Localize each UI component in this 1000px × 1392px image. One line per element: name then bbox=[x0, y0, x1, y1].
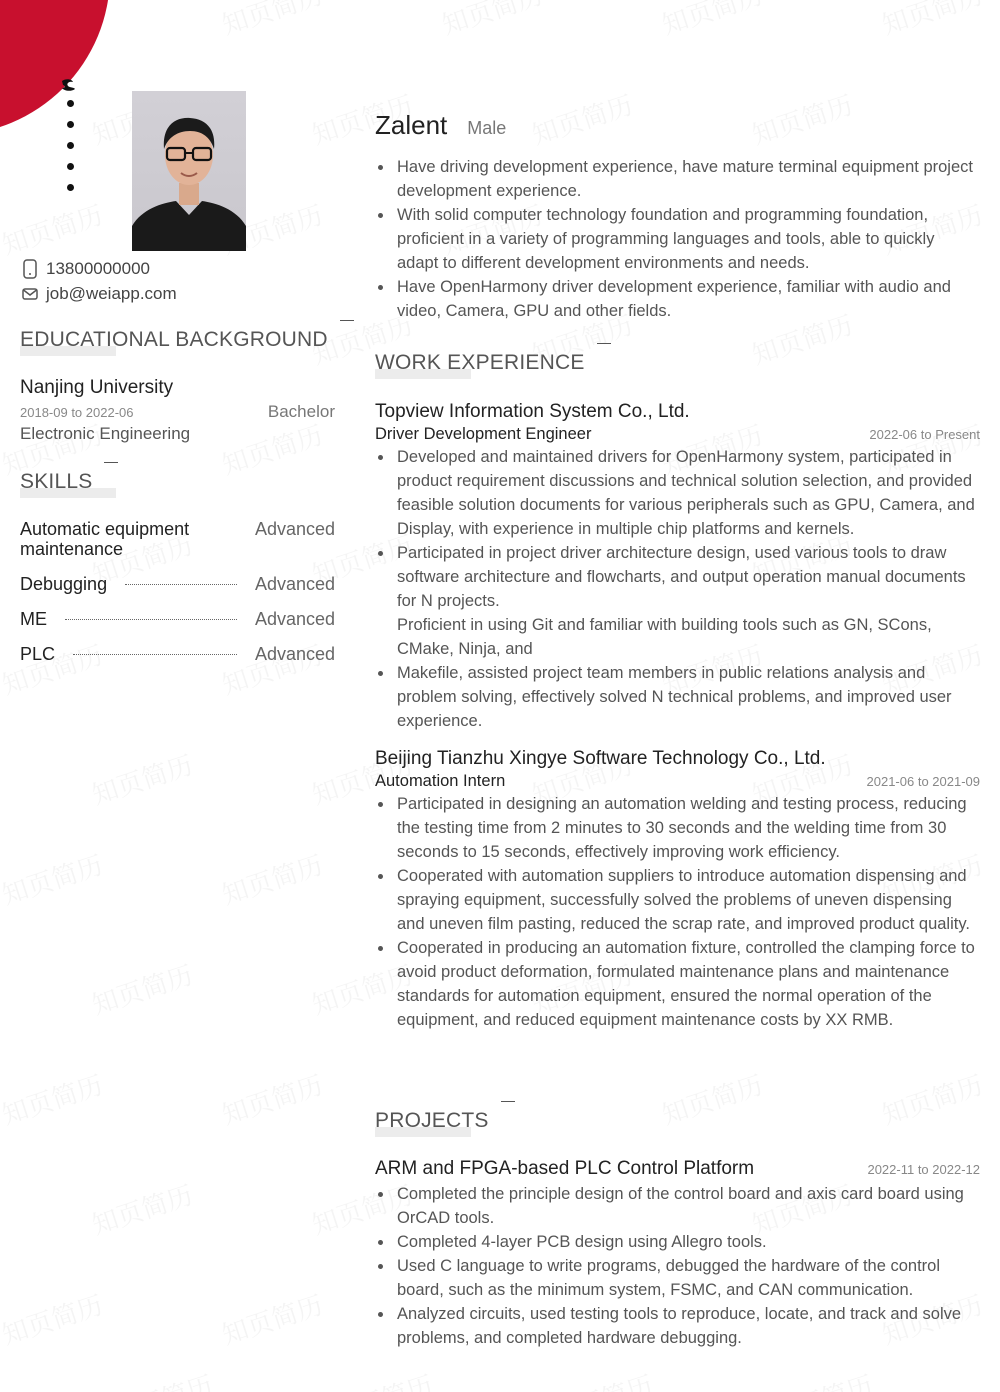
degree: Bachelor bbox=[267, 402, 335, 421]
skill-level: Advanced bbox=[254, 574, 335, 594]
project-bullet: Completed 4-layer PCB design using Allegro tools. bbox=[375, 1230, 980, 1254]
watermark bbox=[217, 0, 327, 42]
education-title: EDUCATIONAL BACKGROUND bbox=[20, 328, 328, 351]
watermark bbox=[877, 0, 987, 42]
job-bullet: Participated in project driver architecture design, used various tools to draw software architecture and flowcharts, and output operation manual documents for N projects. bbox=[375, 541, 980, 613]
job-bullet: Cooperated in producing an automation fixture, controlled the clamping force to avoid product deformation, formulated maintenance plans and maintenance standards for automation equipment, ensured the normal operation of the equipment, and reduced equipment maintenance costs by XX RMB. bbox=[375, 936, 980, 1032]
phone-contact bbox=[22, 259, 150, 279]
company-name: Beijing Tianzhu Xingye Software Technology Co., Ltd. bbox=[375, 748, 826, 769]
project-bullet: Used C language to write programs, debugged the hardware of the control board, such as the minimum system, FSMC, and CAN communication. bbox=[375, 1254, 980, 1302]
watermark bbox=[107, 1365, 217, 1392]
skill-item bbox=[20, 644, 335, 665]
skill-level: Advanced bbox=[254, 519, 335, 539]
phone-number: 13800000000 bbox=[46, 259, 151, 278]
company-name: Topview Information System Co., Ltd. bbox=[375, 401, 690, 422]
project-entry bbox=[375, 1158, 980, 1350]
project-name: ARM and FPGA-based PLC Control Platform bbox=[375, 1158, 755, 1179]
skills-section-header bbox=[20, 470, 92, 494]
phone-icon bbox=[22, 259, 38, 279]
project-bullet: Completed the principle design of the control board and axis card board using OrCAD tools. bbox=[375, 1182, 980, 1230]
projects-title: PROJECTS bbox=[375, 1109, 489, 1132]
watermark bbox=[87, 745, 197, 812]
watermark bbox=[767, 1365, 877, 1392]
email-icon bbox=[22, 286, 38, 302]
watermark bbox=[217, 1285, 327, 1352]
watermark bbox=[437, 0, 547, 42]
decorative-dots bbox=[67, 100, 74, 205]
watermark bbox=[0, 1065, 107, 1132]
watermark bbox=[87, 955, 197, 1022]
summary bbox=[375, 155, 980, 323]
email-contact bbox=[22, 284, 177, 304]
job-dates: 2021-06 to 2021-09 bbox=[866, 774, 980, 789]
education-entry bbox=[20, 377, 335, 444]
job-bullet: Developed and maintained drivers for OpenHarmony system, participated in product requirement discussions and technical solution selection, and provided feasible solution documents for various peripherals such as GPU, Camera, and Display, with experience in multiple chip platforms and kernels. bbox=[375, 445, 980, 541]
work-title: WORK EXPERIENCE bbox=[375, 351, 585, 374]
watermark bbox=[217, 845, 327, 912]
watermark bbox=[0, 845, 107, 912]
job-entry bbox=[375, 401, 980, 733]
watermark bbox=[0, 195, 107, 262]
education-dates: 2018-09 to 2022-06 bbox=[20, 405, 134, 420]
watermark bbox=[217, 1065, 327, 1132]
job-dates: 2022-06 to Present bbox=[869, 427, 980, 442]
avatar bbox=[132, 91, 246, 251]
skill-item bbox=[20, 609, 335, 630]
major: Electronic Engineering bbox=[20, 424, 191, 443]
watermark bbox=[0, 1285, 107, 1352]
job-bullet: Participated in designing an automation welding and testing process, reducing the testing time from 2 minutes to 30 seconds and the welding time from 30 seconds to 15 seconds, effectively improving work efficiency. bbox=[375, 792, 980, 864]
profile-header bbox=[375, 110, 980, 141]
watermark bbox=[657, 0, 767, 42]
education-section-header bbox=[20, 328, 328, 352]
skill-name: Automatic equipment maintenance bbox=[20, 519, 190, 559]
project-dates: 2022-11 to 2022-12 bbox=[867, 1162, 980, 1177]
skill-level: Advanced bbox=[254, 609, 335, 629]
job-entry bbox=[375, 748, 980, 1032]
person-name: Zalent bbox=[375, 110, 448, 140]
skill-item bbox=[20, 519, 335, 559]
watermark bbox=[87, 1175, 197, 1242]
job-bullet: Makefile, assisted project team members in public relations analysis and problem solving, effectively solved N technical problems, and improved user experience. bbox=[375, 661, 980, 733]
projects-section-header bbox=[375, 1109, 980, 1133]
ink-mark-icon bbox=[60, 78, 76, 92]
summary-item: With solid computer technology foundation and programming foundation, proficient in a variety of programming languages and tools, able to quickly adapt to different development environments and needs. bbox=[375, 203, 980, 275]
summary-item: Have OpenHarmony driver development experience, familiar with audio and video, Camera, GPU and other fields. bbox=[375, 275, 980, 323]
gender: Male bbox=[467, 118, 507, 138]
skill-name: Debugging bbox=[20, 574, 108, 594]
skills-title: SKILLS bbox=[20, 470, 93, 493]
skill-name: ME bbox=[20, 609, 47, 629]
project-bullet: Analyzed circuits, used testing tools to reproduce, locate, and track and solve problems, and completed hardware debugging. bbox=[375, 1302, 980, 1350]
watermark bbox=[547, 1365, 657, 1392]
skill-name: PLC bbox=[20, 644, 56, 664]
email-address: job@weiapp.com bbox=[46, 284, 177, 303]
job-bullet: Proficient in using Git and familiar with building tools such as GN, SCons, CMake, Ninja, and bbox=[397, 616, 932, 658]
job-role: Automation Intern bbox=[375, 772, 506, 790]
school-name: Nanjing University bbox=[20, 377, 174, 398]
skill-item bbox=[20, 574, 335, 595]
job-bullet: Cooperated with automation suppliers to introduce automation dispensing and spraying equipment, successfully solved the problems of uneven dispensing and uneven film pasting, reduced the scrap rate, and improved product quality. bbox=[375, 864, 980, 936]
summary-item: Have driving development experience, have mature terminal equipment project development experience. bbox=[375, 155, 980, 203]
work-section-header bbox=[375, 351, 980, 375]
skill-level: Advanced bbox=[254, 644, 335, 664]
job-role: Driver Development Engineer bbox=[375, 425, 592, 443]
watermark bbox=[327, 1365, 437, 1392]
corner-decoration bbox=[0, 0, 110, 135]
